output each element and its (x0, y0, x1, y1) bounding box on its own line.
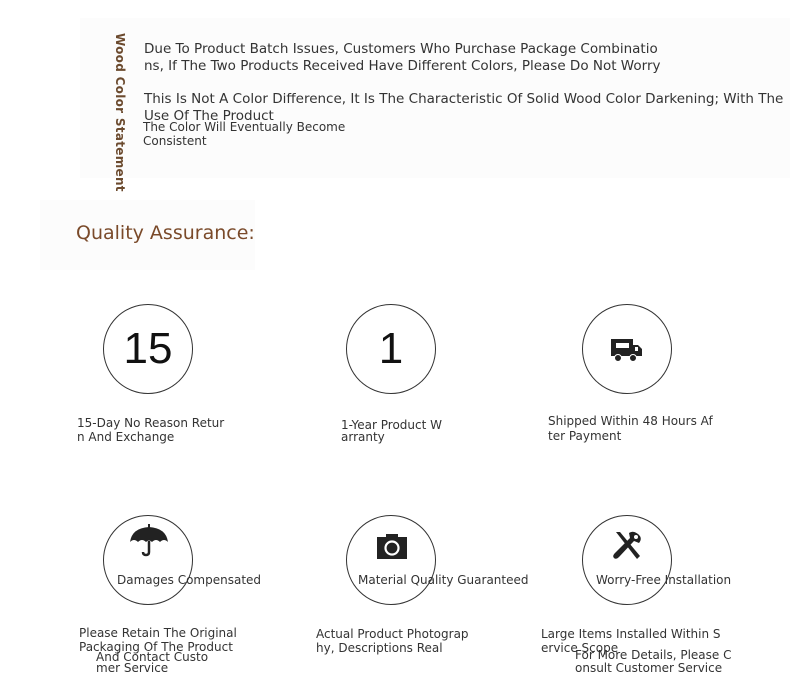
color-statement-line: ns, If The Two Products Received Have Different Colors, Please Do Not Worry (144, 58, 661, 74)
badge-damages (103, 515, 193, 605)
title-worry-free-installation: Worry-Free Installation (596, 573, 732, 587)
color-statement-line: Due To Product Batch Issues, Customers Who Purchase Package Combinatio (144, 41, 658, 57)
caption-line: Packaging Of The Product (79, 640, 233, 654)
badge-1-year (346, 304, 436, 394)
title-material-quality: Material Quality Guaranteed (358, 573, 529, 587)
caption-line: 15-Day No Reason Retur (77, 416, 225, 430)
caption-material-quality (316, 627, 469, 655)
color-statement-line: Consistent (143, 134, 207, 148)
caption-line: And Contact Custo (96, 650, 209, 664)
caption-line: ter Payment (548, 429, 622, 443)
color-statement-text-3 (143, 120, 345, 148)
color-statement-title: Wood Color Statement (113, 33, 127, 192)
caption-line: For More Details, Please C (575, 648, 732, 662)
caption-line: Please Retain The Original (79, 626, 237, 640)
badge-shipping (582, 304, 672, 394)
caption-damages-cont (96, 652, 208, 674)
caption-shipping (548, 414, 713, 444)
truck-icon (611, 337, 643, 363)
caption-line: n And Exchange (77, 430, 175, 444)
color-statement-line: This Is Not A Color Difference, It Is The Characteristic Of Solid Wood Color Darkening; With The (144, 91, 784, 107)
caption-line: arranty (341, 430, 385, 444)
color-statement-line: Use Of The Product (144, 108, 274, 124)
caption-line: 1-Year Product W (341, 418, 443, 432)
umbrella-icon (129, 524, 169, 558)
caption-line: Shipped Within 48 Hours Af (548, 414, 713, 428)
badge-installation (582, 515, 672, 605)
caption-15-day-return (77, 416, 224, 444)
caption-1-year-warranty (341, 419, 442, 443)
caption-line: hy, Descriptions Real (316, 641, 443, 655)
badge-material-quality (346, 515, 436, 605)
caption-line: Actual Product Photograp (316, 627, 469, 641)
camera-icon (377, 534, 407, 560)
caption-installation-cont (575, 649, 732, 675)
caption-line: ervice Scope (541, 641, 619, 655)
badge-15-day (103, 304, 193, 394)
color-statement-text-1 (144, 41, 660, 75)
quality-assurance-title: Quality Assurance: (76, 222, 255, 244)
number-15-icon: 15 (123, 324, 173, 373)
title-damages-compensated: Damages Compensated (117, 573, 262, 587)
caption-line: onsult Customer Service (575, 661, 723, 675)
number-1-icon: 1 (378, 324, 404, 373)
caption-line: mer Service (96, 661, 169, 675)
caption-line: Large Items Installed Within S (541, 627, 721, 641)
color-statement-line: The Color Will Eventually Become (143, 120, 346, 134)
tools-icon (612, 530, 644, 562)
